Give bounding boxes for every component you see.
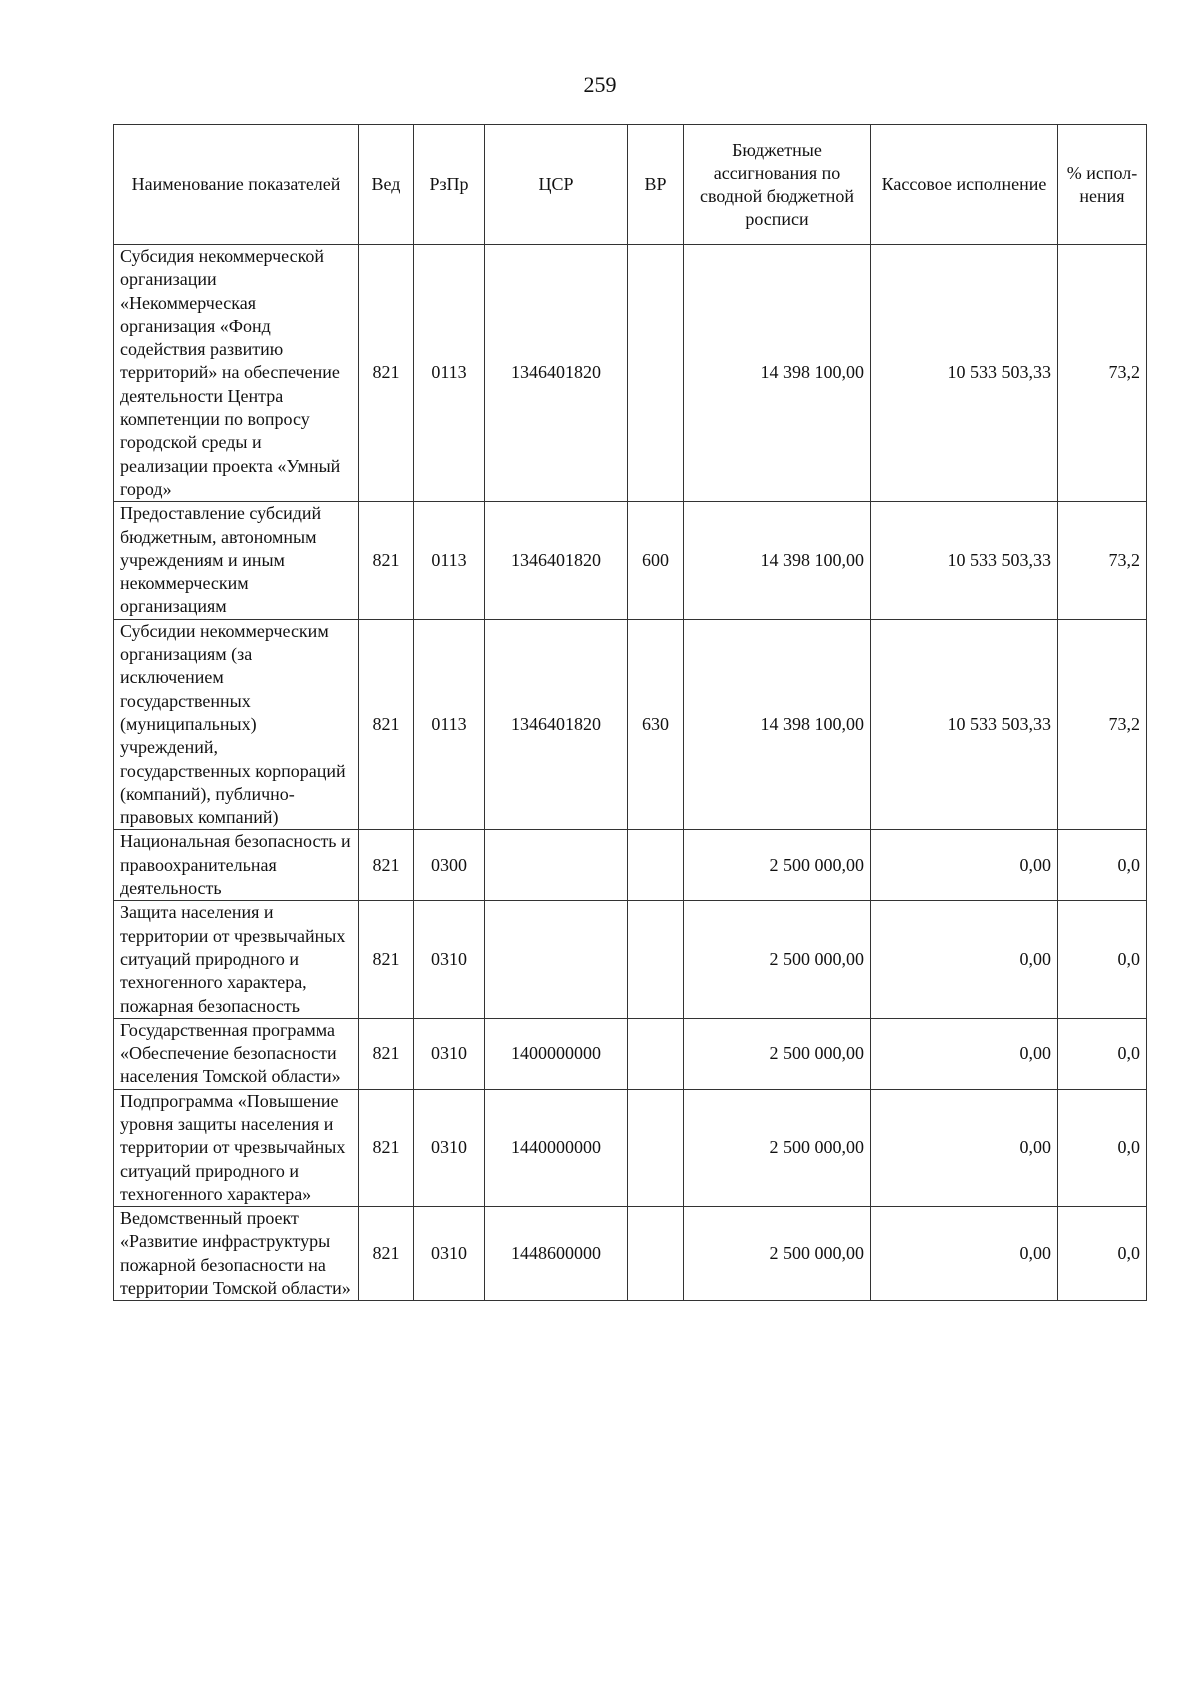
row-pct: 0,0 xyxy=(1058,1089,1147,1206)
row-ved: 821 xyxy=(359,245,414,502)
row-pct: 0,0 xyxy=(1058,901,1147,1018)
row-name: Защита населения и территории от чрезвычайных ситуаций природного и техногенного характера, пожарная безопасность xyxy=(114,901,359,1018)
table-row xyxy=(114,619,1147,830)
row-budget: 2 500 000,00 xyxy=(684,1089,871,1206)
row-exec: 10 533 503,33 xyxy=(871,245,1058,502)
row-budget: 2 500 000,00 xyxy=(684,1018,871,1089)
header-csr: ЦСР xyxy=(485,125,628,245)
row-rzpr: 0310 xyxy=(414,901,485,1018)
row-rzpr: 0310 xyxy=(414,1207,485,1301)
table-row xyxy=(114,502,1147,619)
row-vr xyxy=(628,245,684,502)
row-name: Государственная программа «Обеспечение безопасности населения Томской области» xyxy=(114,1018,359,1089)
table-row xyxy=(114,245,1147,502)
header-pct: % испол-нения xyxy=(1058,125,1147,245)
row-csr: 1346401820 xyxy=(485,245,628,502)
row-pct: 0,0 xyxy=(1058,1018,1147,1089)
row-csr: 1346401820 xyxy=(485,619,628,830)
row-exec: 0,00 xyxy=(871,1207,1058,1301)
table-row xyxy=(114,1089,1147,1206)
header-name: Наименование показателей xyxy=(114,125,359,245)
page-number: 259 xyxy=(583,72,617,97)
row-rzpr: 0310 xyxy=(414,1089,485,1206)
row-ved: 821 xyxy=(359,502,414,619)
table-row xyxy=(114,830,1147,901)
row-pct: 0,0 xyxy=(1058,830,1147,901)
row-exec: 0,00 xyxy=(871,1089,1058,1206)
row-rzpr: 0310 xyxy=(414,1018,485,1089)
row-csr xyxy=(485,830,628,901)
row-name: Субсидии некоммерческим организациям (за исключением государственных (муниципальных) учреждений, государственных корпораций (компаний), публично-правовых компаний) xyxy=(114,619,359,830)
row-vr: 600 xyxy=(628,502,684,619)
row-rzpr: 0300 xyxy=(414,830,485,901)
row-budget: 2 500 000,00 xyxy=(684,830,871,901)
table-row xyxy=(114,1018,1147,1089)
row-csr xyxy=(485,901,628,1018)
row-pct: 73,2 xyxy=(1058,502,1147,619)
row-pct: 0,0 xyxy=(1058,1207,1147,1301)
row-ved: 821 xyxy=(359,901,414,1018)
row-rzpr: 0113 xyxy=(414,502,485,619)
row-vr xyxy=(628,901,684,1018)
row-vr xyxy=(628,830,684,901)
row-name: Подпрограмма «Повышение уровня защиты населения и территории от чрезвычайных ситуаций природного и техногенного характера» xyxy=(114,1089,359,1206)
row-exec: 10 533 503,33 xyxy=(871,502,1058,619)
row-ved: 821 xyxy=(359,830,414,901)
row-name: Национальная безопасность и правоохранительная деятельность xyxy=(114,830,359,901)
row-budget: 2 500 000,00 xyxy=(684,1207,871,1301)
header-exec: Кассовое исполнение xyxy=(871,125,1058,245)
row-budget: 14 398 100,00 xyxy=(684,245,871,502)
header-budget: Бюджетные ассигнования по сводной бюджетной росписи xyxy=(684,125,871,245)
header-rzpr: РзПр xyxy=(414,125,485,245)
budget-execution-table xyxy=(113,124,1147,1301)
row-exec: 10 533 503,33 xyxy=(871,619,1058,830)
row-budget: 14 398 100,00 xyxy=(684,619,871,830)
row-name: Ведомственный проект «Развитие инфраструктуры пожарной безопасности на территории Томской области» xyxy=(114,1207,359,1301)
row-vr xyxy=(628,1089,684,1206)
row-budget: 14 398 100,00 xyxy=(684,502,871,619)
row-csr: 1448600000 xyxy=(485,1207,628,1301)
row-ved: 821 xyxy=(359,1207,414,1301)
header-vr: ВР xyxy=(628,125,684,245)
table-row xyxy=(114,901,1147,1018)
header-ved: Вед xyxy=(359,125,414,245)
row-rzpr: 0113 xyxy=(414,619,485,830)
row-csr: 1346401820 xyxy=(485,502,628,619)
row-ved: 821 xyxy=(359,1089,414,1206)
row-csr: 1440000000 xyxy=(485,1089,628,1206)
row-name: Субсидия некоммерческой организации «Некоммерческая организация «Фонд содействия развитию территорий» на обеспечение деятельности Центра компетенции по вопросу городской среды и реализации проекта «Умный город» xyxy=(114,245,359,502)
row-exec: 0,00 xyxy=(871,830,1058,901)
row-budget: 2 500 000,00 xyxy=(684,901,871,1018)
row-csr: 1400000000 xyxy=(485,1018,628,1089)
row-vr xyxy=(628,1207,684,1301)
row-pct: 73,2 xyxy=(1058,619,1147,830)
row-rzpr: 0113 xyxy=(414,245,485,502)
table-header-row xyxy=(114,125,1147,245)
row-name: Предоставление субсидий бюджетным, автономным учреждениям и иным некоммерческим организациям xyxy=(114,502,359,619)
row-vr: 630 xyxy=(628,619,684,830)
row-ved: 821 xyxy=(359,619,414,830)
row-vr xyxy=(628,1018,684,1089)
row-exec: 0,00 xyxy=(871,1018,1058,1089)
table-row xyxy=(114,1207,1147,1301)
row-exec: 0,00 xyxy=(871,901,1058,1018)
row-ved: 821 xyxy=(359,1018,414,1089)
row-pct: 73,2 xyxy=(1058,245,1147,502)
